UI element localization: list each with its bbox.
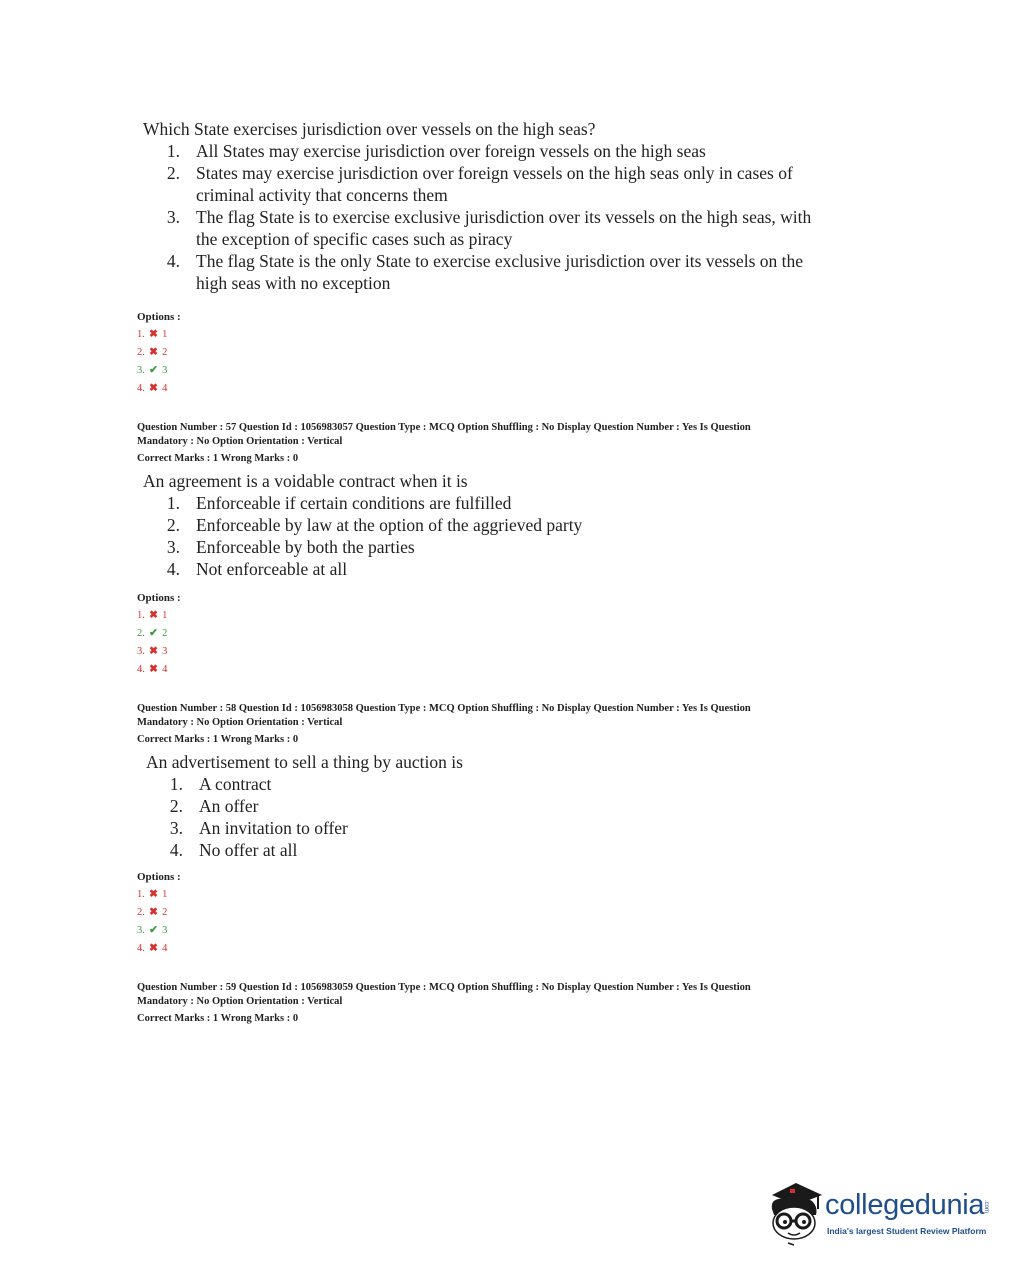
option-number: 1.	[137, 329, 145, 340]
choice-text: An offer	[199, 796, 259, 816]
option-value: 2	[162, 907, 168, 918]
collegedunia-logo[interactable]	[766, 1175, 996, 1255]
question-56-option-3	[137, 365, 167, 377]
option-value: 2	[162, 347, 168, 358]
option-number: 1.	[137, 889, 145, 900]
option-value: 3	[162, 925, 168, 936]
choice-number: 2.	[169, 796, 183, 816]
question-57-option-4	[137, 664, 167, 676]
question-56-stem: Which State exercises jurisdiction over vessels on the high seas?	[143, 119, 596, 139]
choice-number: 1.	[166, 141, 180, 161]
question-57-option-3	[137, 646, 167, 658]
option-value: 4	[162, 664, 168, 675]
option-number: 4.	[137, 664, 145, 675]
cross-icon: ✖	[149, 889, 158, 900]
question-56-option-4	[137, 383, 167, 395]
choice-text: Enforceable if certain conditions are fulfilled	[196, 493, 512, 513]
choice-text	[196, 162, 793, 206]
option-number: 2.	[137, 347, 145, 358]
graduate-mascot-icon	[766, 1175, 824, 1255]
choice-text: Not enforceable at all	[196, 559, 348, 579]
question-57-stem: An agreement is a voidable contract when it is	[143, 471, 468, 491]
choice-line: The flag State is the only State to exercise exclusive jurisdiction over its vessels on the	[196, 251, 804, 271]
choice-text: An invitation to offer	[199, 818, 348, 838]
cross-icon: ✖	[149, 664, 158, 675]
choice-number: 3.	[166, 207, 180, 227]
choice-number: 4.	[166, 251, 180, 271]
cross-icon: ✖	[149, 646, 158, 657]
question-58-option-4	[137, 943, 167, 955]
choice-line: criminal activity that concerns them	[196, 185, 448, 205]
option-number: 3.	[137, 925, 145, 936]
choice-number: 1.	[166, 493, 180, 513]
choice-number: 4.	[169, 840, 183, 860]
question-58-stem: An advertisement to sell a thing by auction is	[146, 752, 463, 772]
question-59-meta-line-2: Mandatory : No Option Orientation : Vertical	[137, 996, 343, 1007]
option-number: 4.	[137, 383, 145, 394]
question-58-option-1	[137, 889, 167, 901]
option-number: 1.	[137, 610, 145, 621]
question-58-option-3	[137, 925, 167, 937]
option-value: 3	[162, 365, 168, 376]
cross-icon: ✖	[149, 329, 158, 340]
option-value: 4	[162, 383, 168, 394]
option-number: 3.	[137, 646, 145, 657]
check-icon: ✔	[149, 925, 158, 936]
choice-text	[196, 140, 706, 162]
choice-text	[196, 250, 803, 294]
choice-line: the exception of specific cases such as piracy	[196, 229, 513, 249]
choice-text	[196, 206, 811, 250]
cross-icon: ✖	[149, 610, 158, 621]
check-icon: ✔	[149, 628, 158, 639]
question-56-option-1	[137, 329, 167, 341]
question-59-meta-line-1: Question Number : 59 Question Id : 1056983059 Question Type : MCQ Option Shuffling : No Display Question Number : Yes Is Question	[137, 982, 751, 993]
choice-line: high seas with no exception	[196, 273, 391, 293]
question-56-options-title: Options :	[137, 311, 181, 323]
option-number: 2.	[137, 907, 145, 918]
cross-icon: ✖	[149, 347, 158, 358]
option-number: 2.	[137, 628, 145, 639]
choice-number: 1.	[169, 774, 183, 794]
choice-text: A contract	[199, 774, 272, 794]
cross-icon: ✖	[149, 943, 158, 954]
choice-number: 2.	[166, 163, 180, 183]
cross-icon: ✖	[149, 907, 158, 918]
question-57-options-title: Options :	[137, 592, 181, 604]
logo-com: .com	[983, 1200, 989, 1214]
choice-text: No offer at all	[199, 840, 298, 860]
choice-line: All States may exercise jurisdiction over foreign vessels on the high seas	[196, 141, 706, 161]
choice-number: 3.	[169, 818, 183, 838]
choice-line: The flag State is to exercise exclusive jurisdiction over its vessels on the high seas, with	[196, 207, 812, 227]
option-value: 4	[162, 943, 168, 954]
question-58-meta-line-1: Question Number : 58 Question Id : 1056983058 Question Type : MCQ Option Shuffling : No Display Question Number : Yes Is Question	[137, 703, 751, 714]
logo-wordmark: collegedunia	[825, 1189, 985, 1221]
question-57-option-1	[137, 610, 167, 622]
question-59-meta-line-3: Correct Marks : 1 Wrong Marks : 0	[137, 1013, 299, 1024]
logo-tagline: India's largest Student Review Platform	[827, 1226, 987, 1236]
question-57-meta-line-1: Question Number : 57 Question Id : 1056983057 Question Type : MCQ Option Shuffling : No Display Question Number : Yes Is Question	[137, 422, 751, 433]
check-icon: ✔	[149, 365, 158, 376]
option-value: 1	[162, 610, 168, 621]
option-value: 1	[162, 889, 168, 900]
question-58-meta-line-3: Correct Marks : 1 Wrong Marks : 0	[137, 734, 299, 745]
choice-text: Enforceable by law at the option of the aggrieved party	[196, 515, 583, 535]
question-57-meta-line-2: Mandatory : No Option Orientation : Vertical	[137, 436, 343, 447]
question-58-option-2	[137, 907, 167, 919]
choice-line: States may exercise jurisdiction over foreign vessels on the high seas only in cases of	[196, 163, 793, 183]
option-value: 3	[162, 646, 168, 657]
question-56-option-2	[137, 347, 167, 359]
option-number: 3.	[137, 365, 145, 376]
choice-number: 4.	[166, 559, 180, 579]
cross-icon: ✖	[149, 383, 158, 394]
option-number: 4.	[137, 943, 145, 954]
choice-number: 2.	[166, 515, 180, 535]
question-58-meta-line-2: Mandatory : No Option Orientation : Vertical	[137, 717, 343, 728]
choice-text: Enforceable by both the parties	[196, 537, 415, 557]
question-58-options-title: Options :	[137, 871, 181, 883]
choice-number: 3.	[166, 537, 180, 557]
question-57-option-2	[137, 628, 167, 640]
option-value: 1	[162, 329, 168, 340]
question-57-meta-line-3: Correct Marks : 1 Wrong Marks : 0	[137, 453, 299, 464]
option-value: 2	[162, 628, 168, 639]
